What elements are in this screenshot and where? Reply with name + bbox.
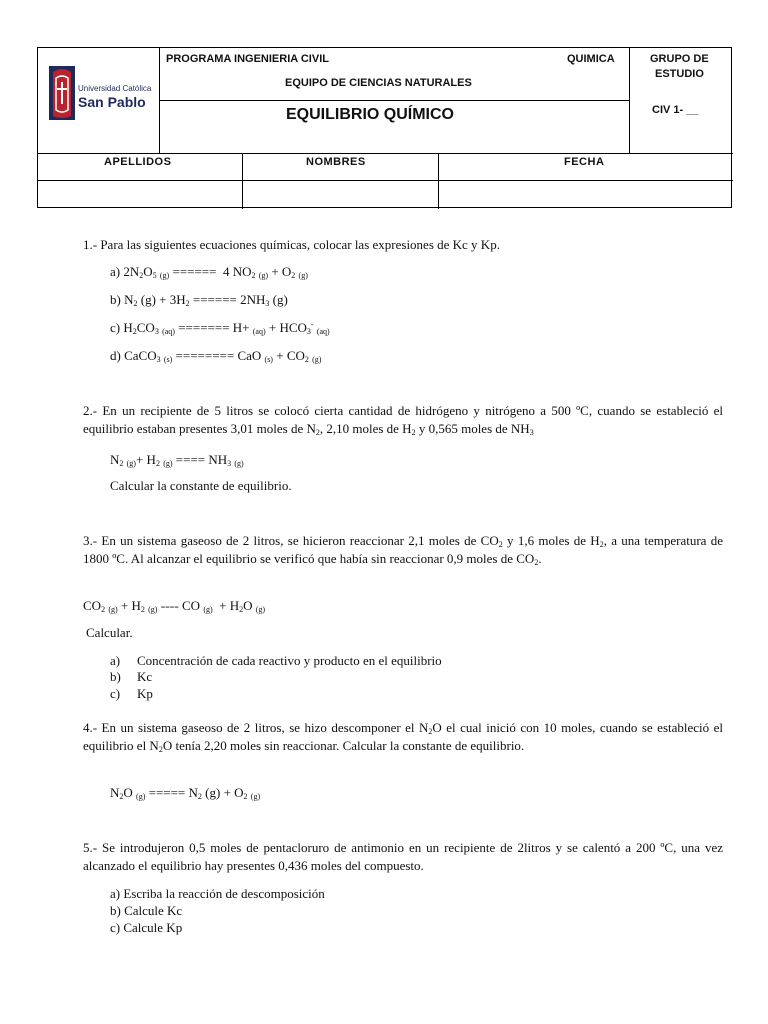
- q2-ask: Calcular la constante de equilibrio.: [110, 478, 292, 493]
- q3-item-a-label: a): [110, 653, 121, 668]
- q3-item-b: Kc: [137, 669, 153, 684]
- logo-text-line2: San Pablo: [78, 94, 146, 110]
- q2-line1: 2.- En un recipiente de 5 litros se colocó cierta cantidad de hidrógeno y nitrógeno a 500 ºC, cuando se: [83, 403, 652, 418]
- question-3: 3.- En un sistema gaseoso de 2 litros, se hicieron reaccionar 2,1 moles de $CO_2$ y 1,6 moles de $H_2$, a una temperatura de 1800 ºC. Al alcanzar el equilibrio se verificó que había sin reaccionar 0,9 moles de $CO_2$.: [83, 533, 724, 567]
- group-code-blank: __: [686, 104, 699, 116]
- q3-item-c: Kp: [137, 686, 153, 701]
- team-name: EQUIPO DE CIENCIAS NATURALES: [285, 77, 472, 89]
- question-5: [83, 839, 723, 875]
- q3-line2: temperatura de 1800 ºC. Al alcanzar el equilibrio se verificó que había sin reaccionar 0,9 moles de: [83, 533, 724, 566]
- group-label-line1: GRUPO DE: [650, 53, 709, 65]
- question-4: 4.- En un sistema gaseoso de 2 litros, se hizo descomponer el $N_2O$ el cual inició con 10 moles, cuando se estableció el equilibrio el $N_2O$ tenía 2,20 moles sin reaccionar. Calcular la constante de equilibrio.: [83, 720, 724, 754]
- page-title: EQUILIBRIO QUÍMICO: [286, 106, 454, 123]
- university-emblem-icon: [47, 64, 151, 122]
- q1-equation-c: c) $H_2CO_3$ $_{(aq)}$ ======= $H+ _{(aq)} + HCO_3^-$ $_{(aq)}$: [110, 320, 330, 336]
- q3-line1c: , a una: [603, 533, 641, 548]
- divider: [159, 48, 160, 154]
- q4-line1a: 4.- En un sistema gaseoso de 2 litros, se hizo descomponer el N: [83, 720, 429, 735]
- header-table: [37, 47, 732, 208]
- divider: [159, 100, 630, 101]
- question-2: 2.- En un recipiente de 5 litros se colocó cierta cantidad de hidrógeno y nitrógeno a 500 ºC, cuando se estableció el equilibrio estaban presentes 3,01 moles de $N_2$, 2,10 moles de $H_2$ y 0,565 moles de $NH_3$: [83, 403, 724, 437]
- names-field[interactable]: [243, 181, 437, 208]
- q3-ask: Calcular.: [86, 625, 133, 640]
- logo-text-line1: Universidad Católica: [78, 84, 152, 93]
- q4-line2b: O tenía 2,20 moles sin reaccionar. Calcular la constante de equilibrio.: [162, 738, 525, 753]
- col-names: NOMBRES: [306, 156, 366, 168]
- q1-equation-a: a) $2N_2O_5$ $_{(g)}$ ====== 4 $NO_2$ $_{(g)} + O_2$ $_{(g)}$: [110, 264, 308, 280]
- university-logo: [47, 64, 151, 122]
- q1-equation-b: b) $N_2$ $(g) + 3H_2$ ====== $2NH_3$ (g): [110, 292, 288, 308]
- q4-line1b: O el cual inició con 10 moles, cuando: [432, 720, 638, 735]
- q5-item-b: b) Calcule Kc: [110, 903, 183, 918]
- item-label: a): [110, 264, 121, 279]
- group-code: [652, 104, 699, 116]
- item-label: c): [110, 320, 121, 335]
- q2-line2b: , 2,10 moles de H: [319, 421, 412, 436]
- col-surnames: APELLIDOS: [104, 156, 172, 168]
- q5-item-a: a) Escriba la reacción de descomposición: [110, 886, 325, 901]
- q5-item-c: c) Calcule Kp: [110, 920, 183, 935]
- q4-equation: $N_2O$ $_{(g)}$ ===== $N_2$ $(g) + O_2$ $_{(g)}$: [110, 785, 261, 801]
- item-label: b): [110, 292, 121, 307]
- divider: [38, 153, 733, 154]
- program-name: PROGRAMA INGENIERIA CIVIL: [166, 53, 329, 65]
- col-date: FECHA: [564, 156, 605, 168]
- q2-line2: estableció el equilibrio estaban presentes 3,01 moles de N: [83, 403, 724, 436]
- q5-line1: 5.- Se introdujeron 0,5 moles de pentacloruro de antimonio en un recipiente de 2litros y se calentó a: [83, 840, 632, 855]
- surnames-field[interactable]: [39, 181, 241, 208]
- q3-equation: $CO_2$ $_{(g)} + H_2$ $_{(g)}$ ==== CO $_{(g)} + H_2O$ $_{(g)}$: [83, 598, 266, 614]
- q3-item-b-label: b): [110, 669, 121, 684]
- divider: [629, 48, 630, 154]
- q1-equation-d: d) CaCO$_3$ $_{(s)}$ ======== CaO $_{(s)} + CO_2$ $_{(g)}$: [110, 348, 322, 364]
- question-1: 1.- Para las siguientes ecuaciones químicas, colocar las expresiones de Kc y Kp.: [83, 237, 500, 252]
- group-code-label: CIV 1-: [652, 104, 684, 116]
- q3-line1a: 3.- En un sistema gaseoso de 2 litros, se hicieron reaccionar 2,1 moles de CO: [83, 533, 499, 548]
- q4-line2a: se estableció el equilibrio el N: [83, 720, 724, 753]
- item-label: d): [110, 348, 121, 363]
- q5-line2: 200 ºC, una vez alcanzado el equilibrio hay presentes 0,436 moles del compuesto.: [83, 840, 723, 873]
- q2-line2c: y 0,565 moles de NH: [415, 421, 530, 436]
- group-label-line2: ESTUDIO: [655, 68, 704, 80]
- q3-line1b: y 1,6 moles de H: [502, 533, 600, 548]
- q2-equation: $N_2$ $_{(g)}+ H_2$ $_{(g)}$ ==== $NH_3$ $_{(g)}$: [110, 452, 244, 468]
- q3-item-c-label: c): [110, 686, 121, 701]
- date-field[interactable]: [439, 181, 732, 208]
- q3-line3: CO: [516, 551, 535, 566]
- q3-item-a: Concentración de cada reactivo y producto en el equilibrio: [137, 653, 442, 668]
- subject-name: QUIMICA: [567, 53, 615, 65]
